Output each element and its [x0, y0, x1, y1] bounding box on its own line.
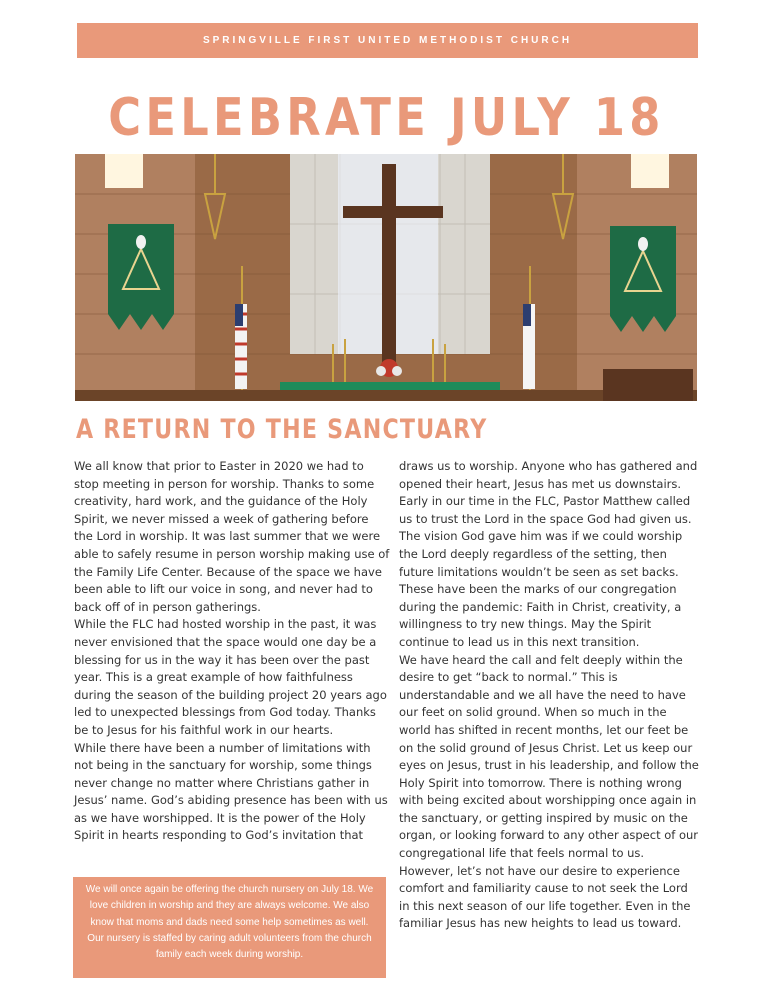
article-column-left	[74, 458, 390, 845]
article-paragraph: We all know that prior to Easter in 2020 we had to stop meeting in person for worship. Thanks to some creativity, hard work, and the guidance of the Holy Spirit, we never missed a week of gathering before the Lord in worship. It was last summer that we were able to safely resume in person worship making use of the Family Life Center. Because of the space we have been able to lift our voice in song, and never had to back off of in person gatherings.	[74, 459, 390, 614]
article-paragraph: However, let’s not have our desire to experience comfort and familiarity cause to not seek the Lord in this next season of our life together. Even in the familiar Jesus has new heights to lead us toward.	[399, 863, 691, 931]
article-paragraph: draws us to worship. Anyone who has gathered and opened their heart, Jesus has met us downstairs.	[399, 459, 698, 491]
sanctuary-photo	[75, 154, 697, 401]
church-name: SPRINGVILLE FIRST UNITED METHODIST CHURCH	[202, 35, 573, 46]
article-paragraph: While the FLC had hosted worship in the past, it was never envisioned that the space would one day be a blessing for us in the way it has been over the past year. This is a great example of how faithfulness during the season of the building project 20 years ago led to unexpected blessings from God today. Thanks be to Jesus for his faithful work in our hearts.	[74, 617, 387, 737]
sanctuary-altar-illustration	[75, 154, 697, 401]
section-heading: A RETURN TO THE SANCTUARY	[76, 414, 488, 445]
article-paragraph: We have heard the call and felt deeply within the desire to get “back to normal.” This is understandable and we all have the need to have our feet on solid ground. When so much in the world has shifted in recent months, let our feet be on the solid ground of Jesus Christ. Let us keep our eyes on Jesus, trust in his leadership, and follow the Holy Spirit into tomorrow. There is nothing wrong with being excited about worshipping once again in the sanctuary, or getting inspired by music on the organ, or looking forward to any other aspect of our congregational life that feels normal to us.	[399, 652, 699, 861]
church-name-banner	[77, 23, 698, 58]
article-column-right	[399, 458, 699, 933]
article-paragraph: Early in our time in the FLC, Pastor Matthew called us to trust the Lord in the space God had given us. The vision God gave him was if we could worship the Lord deeply regardless of the setting, then future limitations wouldn’t be seen as set backs. These have been the marks of our congregation during the pandemic: Faith in Christ, creativity, a willingness to try new things. May the Spirit continue to lead us in this next transition.	[399, 494, 692, 649]
article-paragraph: While there have been a number of limitations with not being in the sanctuary for worship, some things never change no matter where Christians gather in Jesus’ name. God’s abiding presence has been with us as we have worshipped. It is the power of the Holy Spirit in hearts responding to God’s invitation that	[74, 740, 388, 843]
nursery-callout-box	[73, 877, 386, 978]
nursery-callout-text: We will once again be offering the church nursery on July 18. We love children in worship and they are always welcome. We also know that moms and dads need some help sometimes as well. Our nursery is staffed by caring adult volunteers from the church family each week during worship.	[85, 884, 374, 961]
page-title: CELEBRATE JULY 18	[108, 88, 665, 148]
